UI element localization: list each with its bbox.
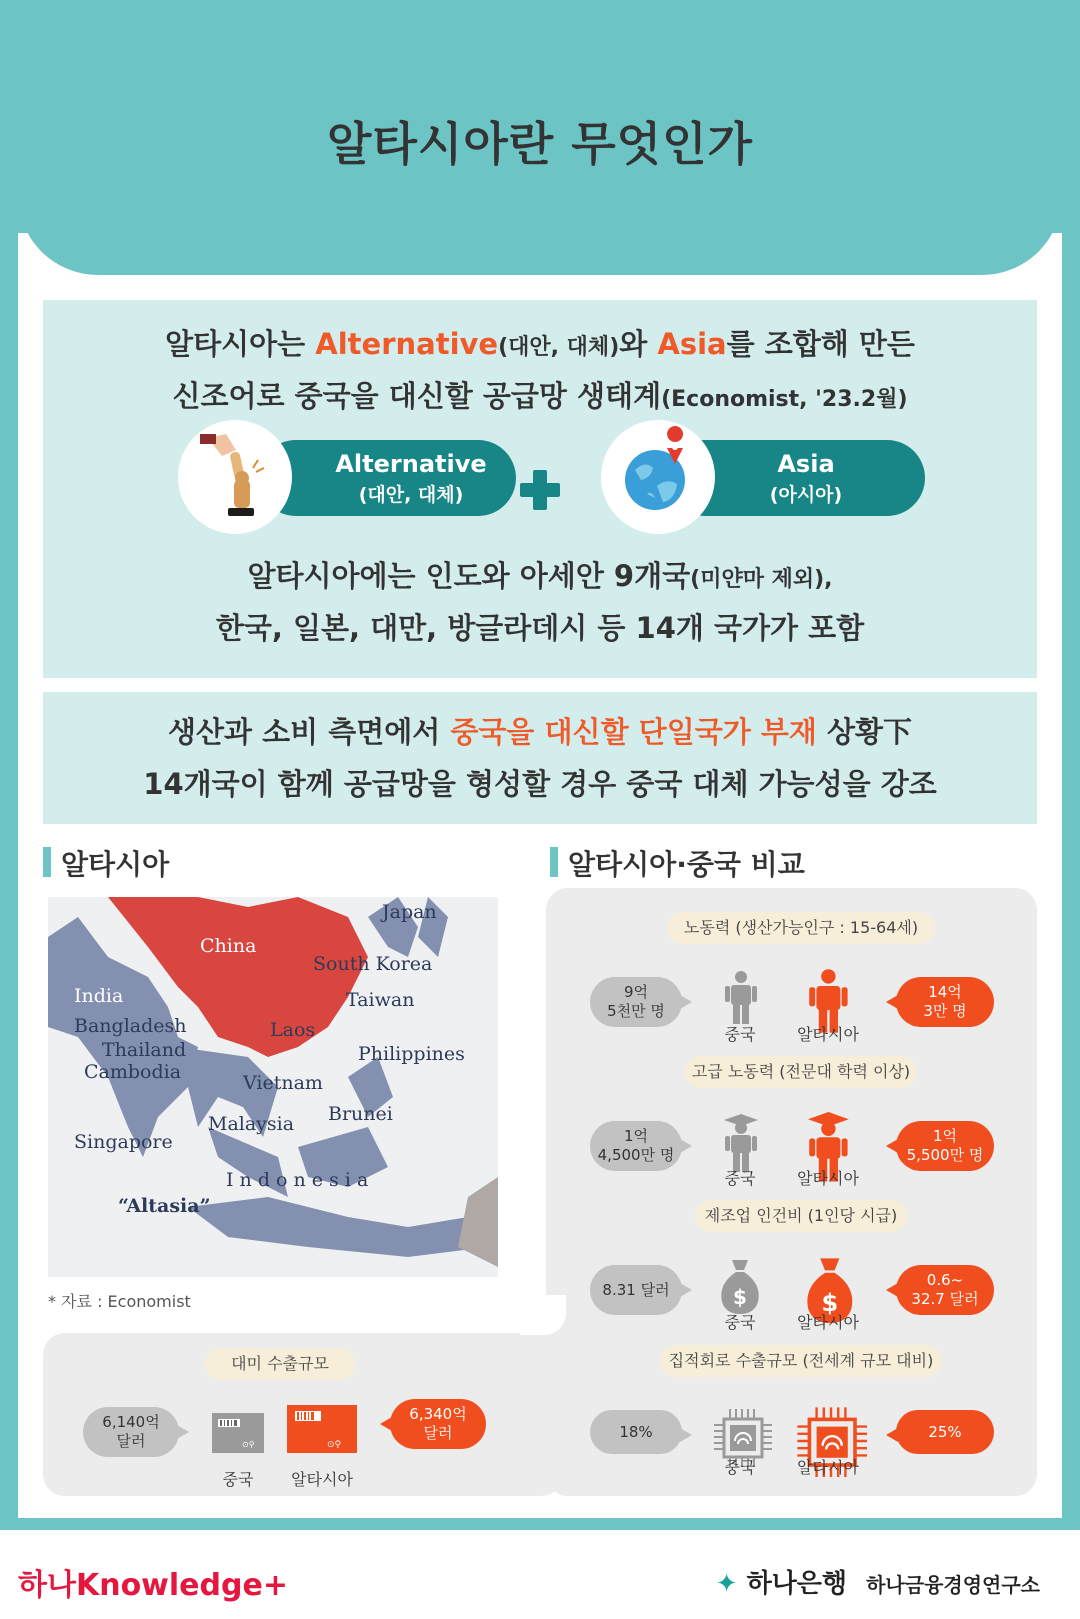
china-label: 중국 — [724, 1025, 756, 1044]
china-value-bubble: 9억 5천만 명 — [590, 977, 682, 1027]
china-value-bubble: 8.31 달러 — [590, 1265, 682, 1315]
export-tag: 대미 수출규모 — [205, 1348, 355, 1380]
chess-hand-icon — [178, 420, 292, 534]
summary-line-2: 14개국이 함께 공급망을 형성할 경우 중국 대체 가능성을 강조 — [143, 767, 937, 801]
map-label-thailand: Thailand — [102, 1039, 187, 1061]
map-label-south-korea: South Korea — [313, 953, 433, 975]
map-label-bangladesh: Bangladesh — [74, 1015, 187, 1037]
map-label-philippines: Philippines — [358, 1043, 465, 1065]
comparison-tag: 노동력 (생산가능인구 : 15-64세) — [667, 912, 935, 944]
intro-line-4: 한국, 일본, 대만, 방글라데시 등 14개 국가가 포함 — [215, 611, 865, 645]
map-label-indonesia: I n d o n e s i a — [226, 1169, 369, 1191]
altasia-value-bubble: 1억 5,500만 명 — [896, 1121, 994, 1171]
asia-icon-circle — [601, 420, 715, 534]
altasia-value-bubble: 25% — [896, 1410, 994, 1454]
hana-bank-logo: ✦ 하나은행 하나금융경영연구소 — [715, 1569, 1040, 1599]
china-export-value: 6,140억 달러 — [83, 1407, 179, 1457]
map-label-japan: Japan — [382, 901, 437, 923]
svg-text:$: $ — [733, 1285, 747, 1309]
intro-box — [43, 300, 1037, 678]
altasia-label: 알타시아 — [797, 1169, 859, 1188]
alternative-pill: Alternative (대안, 대체) — [258, 440, 516, 516]
china-value-bubble: 18% — [590, 1410, 682, 1454]
comparison-tag: 집적회로 수출규모 (전세계 규모 대비) — [660, 1345, 942, 1377]
altasia-value-bubble: 14억 3만 명 — [896, 977, 994, 1027]
altasia-label: 알타시아 — [797, 1313, 859, 1332]
comparison-tag: 고급 노동력 (전문대 학력 이상) — [685, 1056, 917, 1088]
source-note: * 자료 : Economist — [48, 1292, 191, 1311]
highlight-alternative: Alternative — [315, 327, 499, 361]
altasia-map — [48, 897, 498, 1277]
map-label-vietnam: Vietnam — [243, 1072, 323, 1094]
svg-text:⊙⚲: ⊙⚲ — [327, 1440, 342, 1450]
china-money-bag-icon — [716, 1258, 764, 1318]
map-label-altasia: “Altasia” — [118, 1195, 211, 1217]
intro-line-3: 알타시아에는 인도와 아세안 9개국(미얀마 제외), — [247, 559, 833, 593]
altasia-section-title: 알타시아 — [43, 843, 169, 883]
china-box-icon — [212, 1413, 264, 1457]
export-china-label: 중국 — [222, 1470, 254, 1489]
hana-symbol-icon: ✦ — [715, 1569, 738, 1599]
map-label-singapore: Singapore — [74, 1131, 173, 1153]
map-label-malaysia: Malaysia — [208, 1113, 295, 1135]
export-altasia-label: 알타시아 — [291, 1470, 353, 1489]
china-person-icon — [724, 970, 758, 1028]
map-label-china: China — [200, 935, 257, 957]
china-label: 중국 — [724, 1313, 756, 1332]
alternative-icon-circle — [178, 420, 292, 534]
comparison-section-title: 알타시아·중국 비교 — [550, 843, 805, 883]
altasia-export-value: 6,340억 달러 — [390, 1399, 486, 1449]
map-label-laos: Laos — [270, 1019, 316, 1041]
map-label-cambodia: Cambodia — [84, 1061, 182, 1083]
hana-knowledge-logo: 하나Knowledge+ — [18, 1568, 288, 1603]
altasia-box-icon — [287, 1405, 357, 1457]
intro-line-2: 신조어로 중국을 대신할 공급망 생태계(Economist, '23.2월) — [172, 379, 908, 413]
asia-pill: Asia (아시아) — [667, 440, 925, 516]
svg-text:⊙⚲: ⊙⚲ — [242, 1440, 255, 1449]
altasia-value-bubble: 0.6~ 32.7 달러 — [896, 1265, 994, 1315]
summary-box — [43, 692, 1037, 824]
map-label-india: India — [74, 985, 124, 1007]
map-label-taiwan: Taiwan — [346, 989, 415, 1011]
china-value-bubble: 1억 4,500만 명 — [590, 1121, 682, 1171]
intro-line-1: 알타시아는 Alternative(대안, 대체)와 Asia를 조합해 만든 — [165, 327, 915, 361]
china-label: 중국 — [724, 1458, 756, 1477]
map-label-brunei: Brunei — [328, 1103, 393, 1125]
globe-pin-icon — [601, 420, 715, 534]
altasia-label: 알타시아 — [797, 1458, 859, 1477]
page-title: 알타시아란 무엇인가 — [327, 117, 753, 171]
summary-line-1: 생산과 소비 측면에서 중국을 대신할 단일국가 부재 상황下 — [167, 715, 912, 749]
highlight-asia: Asia — [657, 327, 727, 361]
comparison-tag: 제조업 인건비 (1인당 시급) — [695, 1200, 907, 1232]
altasia-label: 알타시아 — [797, 1025, 859, 1044]
plus-icon — [520, 470, 560, 510]
panel-notch — [520, 1295, 566, 1335]
svg-text:$: $ — [821, 1289, 839, 1318]
china-label: 중국 — [724, 1169, 756, 1188]
